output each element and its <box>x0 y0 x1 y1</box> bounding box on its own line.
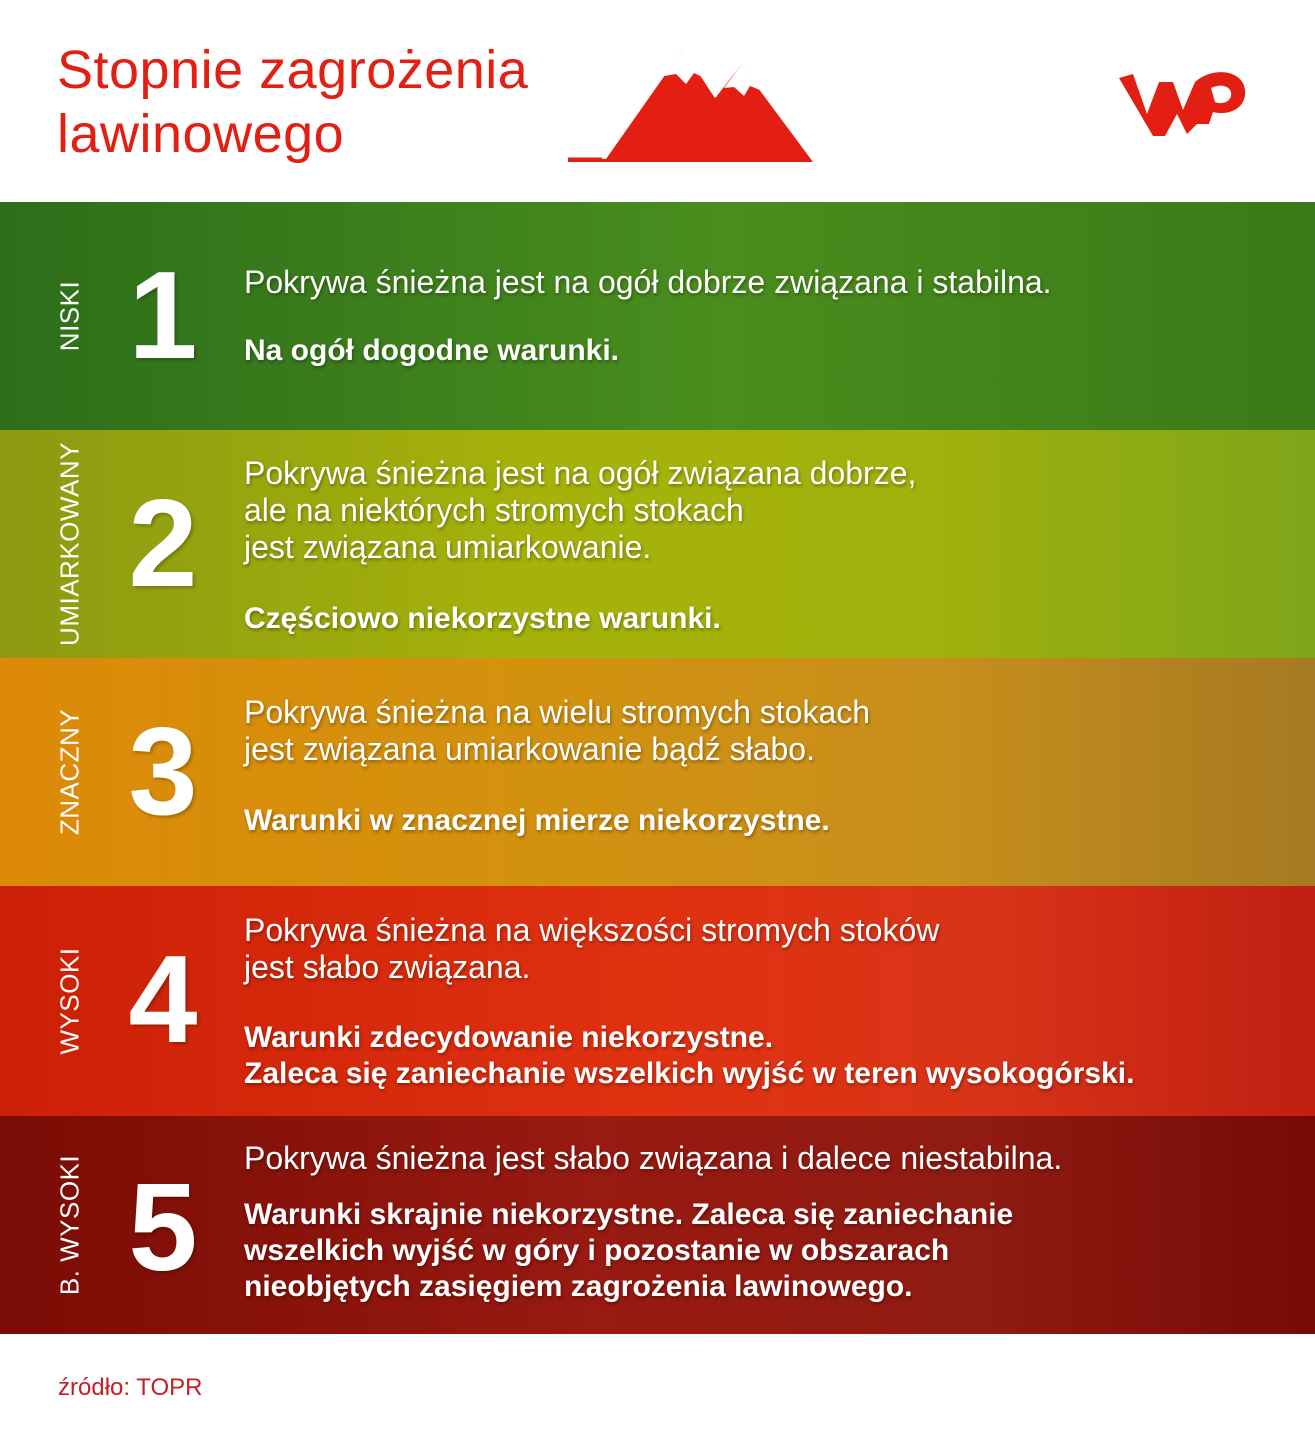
level-2-warning: Częściowo niekorzystne warunki. <box>244 602 721 635</box>
level-1-band: NISKI 1 Pokrywa śnieżna jest na ogół dobrze związana i stabilna. Na ogół dogodne warunki. <box>0 202 1315 430</box>
level-2-band: UMIARKOWANY 2 Pokrywa śnieżna jest na ogół związana dobrze, ale na niektórych stromych stokach jest związana umiarkowanie. Częściowo niekorzystne warunki. <box>0 430 1315 658</box>
level-1-text <box>244 264 1304 369</box>
level-2-number: 2 <box>128 475 198 613</box>
level-3-description: Pokrywa śnieżna na wielu stromych stokach jest związana umiarkowanie bądź słabo. <box>244 694 871 767</box>
level-4-band: WYSOKI 4 Pokrywa śnieżna na większości stromych stoków jest słabo związana. Warunki zdecydowanie niekorzystne. Zaleca się zaniechanie wszelkich wyjść w teren wysokogórski. <box>0 886 1315 1116</box>
level-5-number: 5 <box>128 1159 198 1297</box>
level-1-warning: Na ogół dogodne warunki. <box>244 334 619 367</box>
source-note: źródło: TOPR <box>58 1374 203 1401</box>
level-2-text <box>244 455 1304 637</box>
level-4-number: 4 <box>128 931 198 1069</box>
wp-logo <box>1113 62 1249 144</box>
level-5-band: B. WYSOKI 5 Pokrywa śnieżna jest słabo związana i dalece niestabilna. Warunki skrajnie niekorzystne. Zaleca się zaniechanie wszelkich wyjść w góry i pozostanie w obszarach nieobjętych zasięgiem zagrożenia lawinowego. <box>0 1116 1315 1334</box>
level-2-description: Pokrywa śnieżna jest na ogół związana dobrze, ale na niektórych stromych stokach jest związana umiarkowanie. <box>244 455 917 565</box>
level-4-text <box>244 912 1304 1092</box>
level-4-description: Pokrywa śnieżna na większości stromych stoków jest słabo związana. <box>244 912 940 985</box>
level-1-description: Pokrywa śnieżna jest na ogół dobrze związana i stabilna. <box>244 264 1052 300</box>
level-3-warning: Warunki w znacznej mierze niekorzystne. <box>244 804 830 837</box>
level-3-text <box>244 694 1304 839</box>
level-4-warning: Warunki zdecydowanie niekorzystne. Zaleca się zaniechanie wszelkich wyjść w teren wysokogórski. <box>244 1021 1135 1090</box>
level-5-description: Pokrywa śnieżna jest słabo związana i dalece niestabilna. <box>244 1140 1063 1176</box>
level-5-warning: Warunki skrajnie niekorzystne. Zaleca się zaniechanie wszelkich wyjść w góry i pozostanie w obszarach nieobjętych zasięgiem zagrożenia lawinowego. <box>244 1198 1014 1303</box>
header <box>0 0 1315 202</box>
level-3-number: 3 <box>128 703 198 841</box>
level-3-band: ZNACZNY 3 Pokrywa śnieżna na wielu stromych stokach jest związana umiarkowanie bądź słabo. Warunki w znacznej mierze niekorzystne. <box>0 658 1315 886</box>
level-5-text <box>244 1140 1304 1305</box>
page-title <box>57 38 528 166</box>
mountain-icon <box>566 40 816 166</box>
title-line-2: lawinowego <box>57 104 345 164</box>
level-1-number: 1 <box>128 247 198 385</box>
title-line-1: Stopnie zagrożenia <box>57 40 529 100</box>
